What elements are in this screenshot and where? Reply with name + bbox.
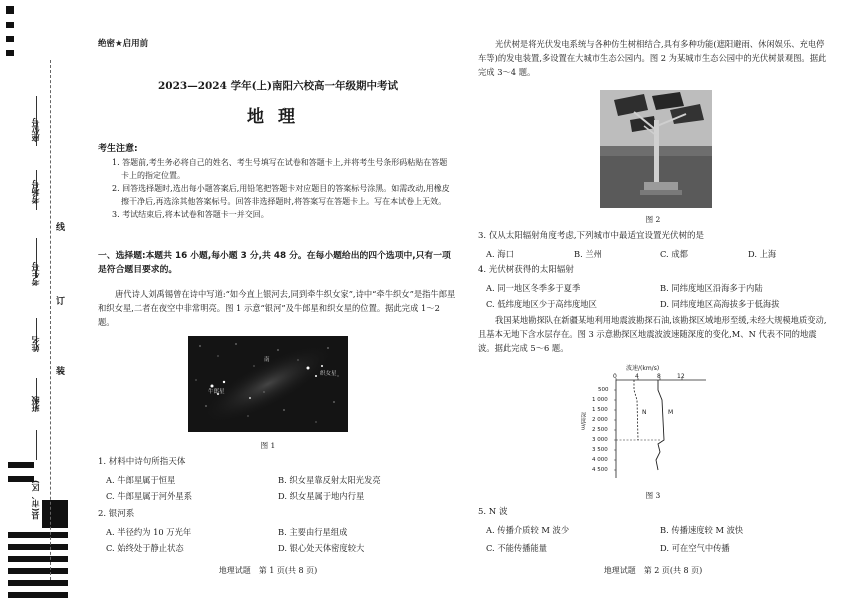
registration-mark <box>42 500 68 528</box>
question-1-option-d[interactable]: D. 织女星属于地内行星 <box>278 491 365 501</box>
registration-mark <box>8 580 68 586</box>
question-1-option-a[interactable]: A. 牛郎星属于恒星 <box>106 475 176 485</box>
county-label: 县(市、区) <box>31 480 40 520</box>
y-axis-label: 深度/m <box>579 412 586 431</box>
figure-1-night-sky <box>188 336 348 432</box>
notice-title: 考生注意: <box>98 144 138 154</box>
y-tick: 1 000 <box>592 397 608 403</box>
y-tick: 1 500 <box>592 407 608 413</box>
section-heading: 一、选择题:本题共 16 小题,每小题 3 分,共 48 分。在每小题给出的四个选项中,只有一项是符合题目要求的。 <box>98 251 451 276</box>
question-1-option-c[interactable]: C. 牛郎星属于河外星系 <box>106 491 192 501</box>
star-label-altair: 牛郎星 <box>208 389 225 395</box>
subject-title: 地理 <box>247 107 309 127</box>
star-label-vega: 织女星 <box>320 371 337 377</box>
registration-mark <box>6 50 14 56</box>
question-4-option-d[interactable]: D. 同纬度地区高海拔多于低海拔 <box>660 299 780 309</box>
notice-item: 2. 回答选择题时,选出每小题答案后,用铅笔把答题卡对应题目的答案标号涂黑。如需改动,用橡皮擦干净后,再选涂其他答案标号。回答非选择题时,将答案写在答题卡上。写在本试卷上无效。 <box>112 183 450 206</box>
question-4-option-b[interactable]: B. 同纬度地区沿海多于内陆 <box>660 283 763 293</box>
curve-label-n: N <box>642 409 647 416</box>
seal-line <box>50 60 51 580</box>
registration-mark <box>6 6 14 14</box>
figure-3-seismic-chart <box>579 365 716 484</box>
question-1-stem: 1. 材料中诗句所指天体 <box>98 457 186 467</box>
y-tick: 500 <box>598 387 609 393</box>
question-3-option-a[interactable]: A. 海口 <box>486 249 514 259</box>
question-3-option-d[interactable]: D. 上海 <box>748 249 777 259</box>
page-2 <box>478 0 828 609</box>
question-4-option-a[interactable]: A. 同一地区冬季多于夏季 <box>486 283 581 293</box>
question-3-option-c[interactable]: C. 成都 <box>660 249 688 259</box>
curve-label-m: M <box>668 409 674 416</box>
registration-mark <box>8 592 68 598</box>
question-3-option-b[interactable]: B. 兰州 <box>574 249 602 259</box>
question-2-option-c[interactable]: C. 始终处于静止状态 <box>106 543 184 553</box>
student-id-label: 考生号 <box>31 262 40 286</box>
y-tick: 4 000 <box>592 457 608 463</box>
y-tick: 2 500 <box>592 427 608 433</box>
question-2-stem: 2. 银河系 <box>98 509 135 519</box>
question-3-stem: 3. 仅从太阳辐射角度考虑,下列城市中最适宜设置光伏树的是 <box>478 231 705 241</box>
notice-list <box>112 157 454 222</box>
x-tick-12: 12 <box>677 373 685 380</box>
x-axis-label: 波速/(km/s) <box>626 365 660 372</box>
figure-1-caption: 图 1 <box>260 441 276 450</box>
question-1-option-b[interactable]: B. 织女星靠反射太阳光发亮 <box>278 475 381 485</box>
notice-item: 1. 答题前,考生务必将自己的姓名、考生号填写在试卷和答题卡上,并将考生号条形码粘贴在答题卡上的指定位置。 <box>112 158 448 180</box>
binding-strip <box>0 0 82 609</box>
question-5-option-d[interactable]: D. 可在空气中传播 <box>660 543 730 553</box>
confidential-mark: 绝密★启用前 <box>98 39 149 49</box>
question-5-option-a[interactable]: A. 传播介质较 M 波少 <box>486 525 570 535</box>
registration-mark <box>8 556 68 562</box>
notice-item: 3. 考试结束后,将本试卷和答题卡一并交回。 <box>112 209 269 219</box>
seal-word: 订 <box>54 296 64 305</box>
question-5-option-c[interactable]: C. 不能传播能量 <box>486 543 548 553</box>
page-1-footer: 地理试题 第 1 页(共 8 页) <box>218 566 318 575</box>
exam-title: 2023—2024 学年(上)南阳六校高一年级期中考试 <box>157 80 399 92</box>
question-2-option-a[interactable]: A. 半径约为 10 万光年 <box>106 527 192 537</box>
material-paragraph-5-6: 我国某地勘探队在新疆某地利用地震波勘探石油,该勘探区域地形至缓,未经大规模地质变动,且基本无地下含水层存在。图 3 示意勘探区地震波波速随深度的变化,M、N 代表不同的地震波。据此完成 5～6 题。 <box>478 315 827 353</box>
registration-mark <box>8 532 68 538</box>
question-2-option-b[interactable]: B. 主要由行星组成 <box>278 527 348 537</box>
registration-mark <box>8 568 68 574</box>
y-tick: 3 000 <box>592 437 608 443</box>
fill-line <box>36 430 37 460</box>
registration-mark <box>6 36 14 42</box>
y-tick: 4 500 <box>592 467 608 473</box>
figure-2-caption: 图 2 <box>645 215 661 224</box>
question-5-stem: 5. N 波 <box>478 507 508 517</box>
registration-mark <box>8 544 68 550</box>
class-label: 班级 <box>31 396 40 412</box>
x-tick-4: 4 <box>635 373 639 380</box>
x-tick-0: 0 <box>613 373 617 380</box>
page-1 <box>98 0 458 609</box>
registration-mark <box>8 462 34 468</box>
material-paragraph: 唐代诗人刘禹锡曾在诗中写道:“如今直上银河去,同到牵牛织女家”,诗中“牵牛织女”是指牛郎星和织女星,二者在夜空中非常明亮。图 1 示意“银河”及牛郎星和织女星的位置。据此完成 1～2 题。 <box>98 289 456 327</box>
question-2-option-d[interactable]: D. 银心处天体密度较大 <box>278 543 365 553</box>
exam-room-label: 考场号 <box>31 180 40 204</box>
name-label: 姓名 <box>31 336 40 352</box>
registration-mark <box>6 22 14 28</box>
material-paragraph-3-4: 光伏树是将光伏发电系统与各种仿生树相结合,具有多种功能(遮阳避雨、休闲娱乐、充电停车等)的发电装置,多设置在大城市生态公园内。图 2 为某城市生态公园中的光伏树景观图。据此完成 3～4 题。 <box>478 39 827 77</box>
page-2-footer: 地理试题 第 2 页(共 8 页) <box>603 566 703 575</box>
x-tick-8: 8 <box>657 373 661 380</box>
question-4-option-c[interactable]: C. 低纬度地区少于高纬度地区 <box>486 299 597 309</box>
y-tick: 2 000 <box>592 417 608 423</box>
seat-number-label: 座位号 <box>31 118 40 142</box>
figure-3-caption: 图 3 <box>645 491 661 500</box>
star-label-tag: 南 <box>264 357 270 363</box>
question-4-stem: 4. 光伏树获得的太阳辐射 <box>478 265 574 275</box>
seal-word: 线 <box>54 222 64 231</box>
question-5-option-b[interactable]: B. 传播速度较 M 波快 <box>660 525 744 535</box>
figure-2-photovoltaic-tree <box>600 90 712 208</box>
seal-word: 装 <box>54 366 64 375</box>
y-tick: 3 500 <box>592 447 608 453</box>
